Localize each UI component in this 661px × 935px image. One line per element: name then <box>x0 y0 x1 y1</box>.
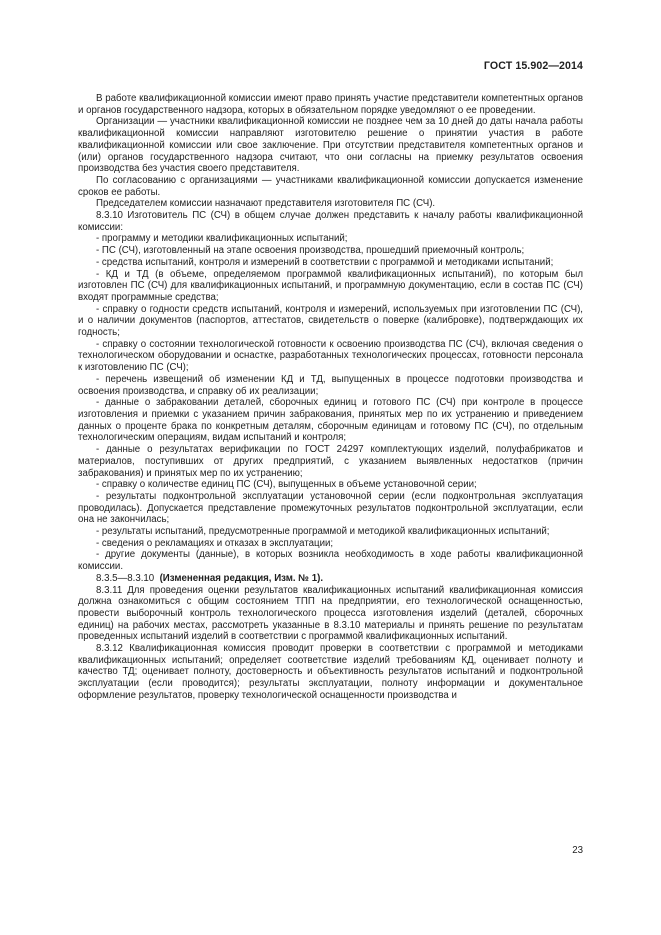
list-item: - средства испытаний, контроля и измерений в соответствии с программой и методиками испытаний; <box>96 256 554 268</box>
clause-8-3-10: 8.3.10 Изготовитель ПС (СЧ) в общем случае должен представить к началу работы квалификационной комиссии: <box>78 210 583 233</box>
list-item: - справку о годности средств испытаний, контроля и измерений, используемых при изготовлении ПС (СЧ), и о наличии документов (паспортов, аттестатов, свидетельств о поверке (калибровке), подтверждающих их годность; <box>78 303 583 339</box>
list-item: - перечень извещений об изменении КД и ТД, выпущенных в процессе подготовки производства и освоения производства, и справку об их реализации; <box>78 373 583 397</box>
amendment-note <box>78 573 583 585</box>
list-item: - программу и методики квалификационных испытаний; <box>96 233 348 245</box>
list-item: - другие документы (данные), в которых возникла необходимость в ходе работы квалификационной комиссии. <box>78 549 583 573</box>
list-item: - данные о забраковании деталей, сборочных единиц и готового ПС (СЧ) при контроле в процессе изготовления и приемки с указанием причин забракования, принятых мер по их устранению и приведением данных о проценте брака по конкретным деталям, сборочным единицам и готовому ПС (СЧ), по отдельным технологическим операциям, видам испытаний и контроля; <box>78 397 583 444</box>
list-item: - ПС (СЧ), изготовленный на этапе освоения производства, прошедший приемочный контроль; <box>96 245 525 257</box>
list-item: - сведения о рекламациях и отказах в эксплуатации; <box>96 537 334 549</box>
paragraph: В работе квалификационной комиссии имеют право принять участие представители компетентных органов и органов государственного надзора, которых в обязательном порядке уведомляют о ее проведении. <box>78 93 583 116</box>
paragraph: По согласованию с организациями — участниками квалификационной комиссии допускается изменение сроков ее работы. <box>78 174 583 198</box>
list-item: - результаты испытаний, предусмотренные программой и методикой квалификационных испытаний; <box>96 526 550 538</box>
amendment-clauses: 8.3.5—8.3.10 <box>96 572 155 584</box>
page-number: 23 <box>572 845 583 856</box>
paragraph: Организации — участники квалификационной комиссии не позднее чем за 10 дней до даты начала работы квалификационной комиссии направляют изготовителю решение о принятии участия в работе квалификационной комиссии или свое заключение. При отсутствии представителя компетентных органов и (или) органов государственного надзора считают, что они согласны на приемку результатов освоения производства без участия своего представителя. <box>78 116 583 175</box>
list-item: - данные о результатах верификации по ГОСТ 24297 комплектующих изделий, полуфабрикатов и материалов, поступивших от других предприятий, с указанием выявленных недостатков (причин забракования) и принятых мер по их устранению; <box>78 444 583 479</box>
paragraph: Председателем комиссии назначают представителя изготовителя ПС (СЧ). <box>96 198 436 210</box>
document-code: ГОСТ 15.902—2014 <box>483 60 583 72</box>
clause-8-3-11: 8.3.11 Для проведения оценки результатов квалификационных испытаний квалификационная комиссия должна ознакомиться с общим состоянием ТПП на предприятии, его технологической оснащенностью, провести выборочный контроль технологического процесса изготовления изделий (деталей, сборочных единиц) на рабочих местах, рассмотреть указанные в 8.3.10 материалы и принять решение по результатам проведенных испытаний изделий в соответствии с программой квалификационных испытаний. <box>78 584 583 643</box>
document-body <box>78 93 583 702</box>
amendment-text: (Измененная редакция, Изм. № 1). <box>159 572 324 584</box>
clause-8-3-12: 8.3.12 Квалификационная комиссия проводит проверки в соответствии с программой и методиками квалификационных испытаний; определяет соответствие изделий требованиям КД, оценивает полноту и качество ТД; оценивает полноту, достоверность и объективность результатов испытаний и подконтрольной эксплуатации (если проводится); результаты эксплуатации, полноту информации и документальное оформление результатов, проверку технологической оснащенности производства и <box>78 643 583 701</box>
list-item: - КД и ТД (в объеме, определяемом программой квалификационных испытаний), по которым был изготовлен ПС (СЧ) для квалификационных испытаний, и программную документацию, если в состав ПС (СЧ) входят программные средства; <box>78 268 583 303</box>
list-item: - результаты подконтрольной эксплуатации установочной серии (если подконтрольная эксплуатация проводилась). Допускается представление промежуточных результатов подконтрольной эксплуатации, если она не закончилась; <box>78 490 583 526</box>
list-item: - справку о количестве единиц ПС (СЧ), выпущенных в объеме установочной серии; <box>96 479 477 491</box>
list-item: - справку о состоянии технологической готовности к освоению производства ПС (СЧ), включая сведения о технологическом оборудовании и оснастке, разработанных технологических процессах, готовности персонала к изготовлению ПС (СЧ); <box>78 338 583 374</box>
